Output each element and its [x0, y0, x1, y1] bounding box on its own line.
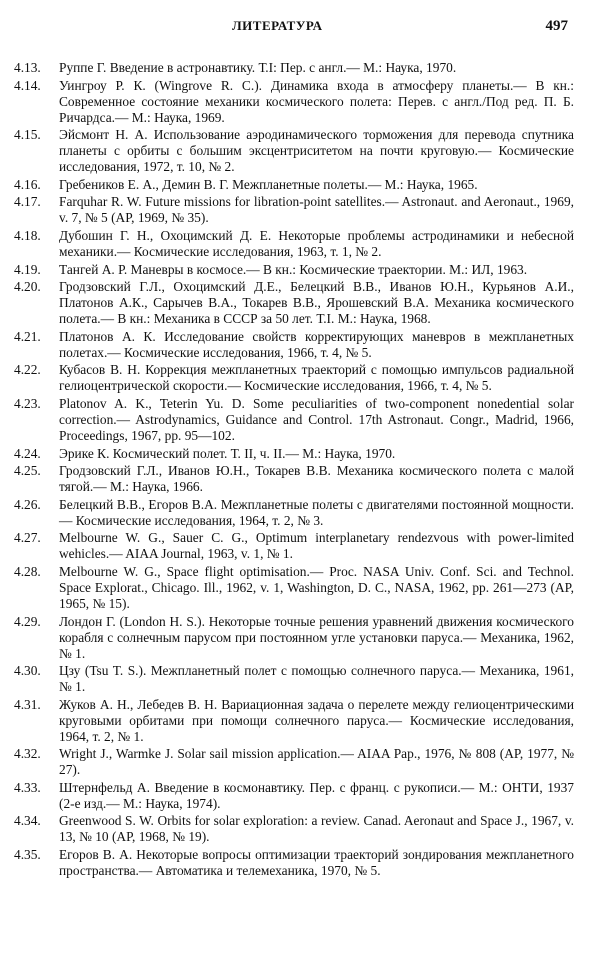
reference-item [14, 530, 574, 562]
reference-text: Greenwood S. W. Orbits for solar exploration: a review. Canad. Aeronaut and Space J., 1967, v. 13, № 10 (AP, 1968, № 19). [59, 813, 574, 845]
reference-number: 4.19. [14, 261, 41, 277]
reference-number: 4.16. [14, 176, 41, 192]
reference-text: Farquhar R. W. Future missions for libration-point satellites.— Astronaut. and Aeronaut., 1969, v. 7, № 5 (AP, 1969, № 35). [59, 194, 574, 226]
reference-text: Тангей А. Р. Маневры в космосе.— В кн.: Космические траектории. М.: ИЛ, 1963. [59, 261, 528, 277]
reference-item [14, 813, 574, 845]
reference-item [14, 396, 574, 444]
reference-number: 4.17. [14, 194, 41, 210]
reference-number: 4.25. [14, 463, 41, 479]
reference-text: Руппе Г. Введение в астронавтику. Т.I: Пер. с англ.— М.: Наука, 1970. [59, 60, 457, 75]
reference-item [14, 228, 574, 260]
reference-item [14, 177, 574, 193]
reference-number: 4.21. [14, 328, 41, 344]
reference-item [14, 463, 574, 495]
reference-item [14, 194, 574, 226]
reference-item [14, 279, 574, 327]
reference-text: Штернфельд А. Введение в космонавтику. Пер. с франц. с рукописи.— М.: ОНТИ, 1937 (2-е изд.— М.: Наука, 1974). [59, 779, 574, 811]
reference-item [14, 780, 574, 812]
reference-item [14, 497, 574, 529]
reference-item [14, 262, 574, 278]
reference-item [14, 614, 574, 662]
reference-number: 4.22. [14, 362, 41, 378]
reference-text: Эйсмонт Н. А. Использование аэродинамического торможения для перевода спутника планеты с орбиты с большим эксцентриситетом на почти круговую.— Космические исследования, 1972, т. 10, № 2. [59, 127, 574, 175]
page-number: 497 [545, 18, 568, 34]
reference-number: 4.28. [14, 563, 41, 579]
reference-text: Platonov A. K., Teterin Yu. D. Some peculiarities of two-component nonedential solar correction.— Astrodynamics, Guidance and Control. 17th Astronaut. Congr., Madrid, 1966, Proceedings, 1967, pp. 95—102. [59, 395, 574, 443]
reference-text: Melbourne W. G., Space flight optimisation.— Proc. NASA Univ. Conf. Sci. and Technol. Space Explorat., Chicago. Ill., 1962, v. 1, Washington, D. C., NASA, 1962, pp. 261—273 (AP, 1965, № 15). [59, 563, 574, 611]
reference-item [14, 127, 574, 175]
reference-text: Платонов А. К. Исследование свойств корректирующих маневров в межпланетных полетах.— Космические исследования, 1966, т. 4, № 5. [59, 328, 574, 360]
reference-text: Wright J., Warmke J. Solar sail mission application.— AIAA Pap., 1976, № 808 (AP, 1977, № 27). [59, 746, 574, 778]
reference-number: 4.30. [14, 663, 41, 679]
reference-list [14, 60, 574, 881]
reference-number: 4.29. [14, 613, 41, 629]
reference-item [14, 329, 574, 361]
reference-number: 4.26. [14, 496, 41, 512]
reference-text: Гродзовский Г.Л., Охоцимский Д.Е., Белецкий В.В., Иванов Ю.Н., Курьянов А.И., Платонов А.К., Сарычев В.А., Токарев В.В., Ярошевский В.А. Механика космического полета.— В кн.: Механика в СССР за 50 лет. Т.I. М.: Наука, 1968. [59, 279, 574, 327]
running-head [0, 18, 600, 38]
reference-text: Дубошин Г. Н., Охоцимский Д. Е. Некоторые проблемы астродинамики и небесной механики.— Космические исследования, 1963, т. 1, № 2. [59, 227, 574, 259]
reference-text: Эрике К. Космический полет. Т. II, ч. II.— М.: Наука, 1970. [59, 445, 396, 461]
running-title: ЛИТЕРАТУРА [232, 18, 323, 33]
reference-text: Егоров В. А. Некоторые вопросы оптимизации траекторий зондирования межпланетного пространства.— Автоматика и телемеханика, 1970, № 5. [59, 847, 574, 879]
reference-item [14, 362, 574, 394]
reference-item [14, 663, 574, 695]
reference-number: 4.23. [14, 395, 41, 411]
reference-number: 4.13. [14, 60, 41, 75]
reference-number: 4.35. [14, 847, 41, 863]
reference-number: 4.34. [14, 813, 41, 829]
reference-text: Жуков А. Н., Лебедев В. Н. Вариационная задача о перелете между гелиоцентрическими круговыми орбитами при помощи солнечного паруса.— Космические исследования, 1964, т. 2, № 1. [59, 696, 574, 744]
reference-text: Цзу (Tsu T. S.). Межпланетный полет с помощью солнечного паруса.— Механика, 1961, № 1. [59, 663, 574, 695]
reference-number: 4.15. [14, 127, 41, 143]
reference-number: 4.27. [14, 530, 41, 546]
reference-number: 4.33. [14, 779, 41, 795]
reference-item [14, 446, 574, 462]
reference-number: 4.14. [14, 77, 41, 93]
reference-text: Гребеников Е. А., Демин В. Г. Межпланетные полеты.— М.: Наука, 1965. [59, 176, 478, 192]
reference-number: 4.20. [14, 279, 41, 295]
reference-text: Лондон Г. (London H. S.). Некоторые точные решения уравнений движения космического корабля с солнечным парусом при постоянном угле установки паруса.— Механика, 1962, № 1. [59, 613, 574, 661]
reference-item [14, 847, 574, 879]
reference-text: Кубасов В. Н. Коррекция межпланетных траекторий с помощью импульсов радиальной гелиоцентрической скорости.— Космические исследования, 1966, т. 4, № 5. [59, 362, 574, 394]
reference-number: 4.24. [14, 445, 41, 461]
reference-item [14, 697, 574, 745]
reference-item [14, 78, 574, 126]
reference-item [14, 564, 574, 612]
reference-number: 4.31. [14, 696, 41, 712]
reference-item [14, 746, 574, 778]
reference-number: 4.18. [14, 227, 41, 243]
reference-text: Гродзовский Г.Л., Иванов Ю.Н., Токарев В.В. Механика космического полета с малой тягой.— М.: Наука, 1966. [59, 463, 574, 495]
reference-number: 4.32. [14, 746, 41, 762]
reference-text: Уингроу Р. К. (Wingrove R. C.). Динамика входа в атмосферу планеты.— В кн.: Современное состояние механики космического полета: Перев. с англ./Под ред. П. Б. Ричардса.— М.: Наука, 1969. [59, 77, 574, 125]
reference-text: Белецкий В.В., Егоров В.А. Межпланетные полеты с двигателями постоянной мощности.— Космические исследования, 1964, т. 2, № 3. [59, 496, 574, 528]
reference-text: Melbourne W. G., Sauer C. G., Optimum interplanetary rendezvous with power-limited wehicles.— AIAA Journal, 1963, v. 1, № 1. [59, 530, 574, 562]
reference-item [14, 60, 574, 76]
